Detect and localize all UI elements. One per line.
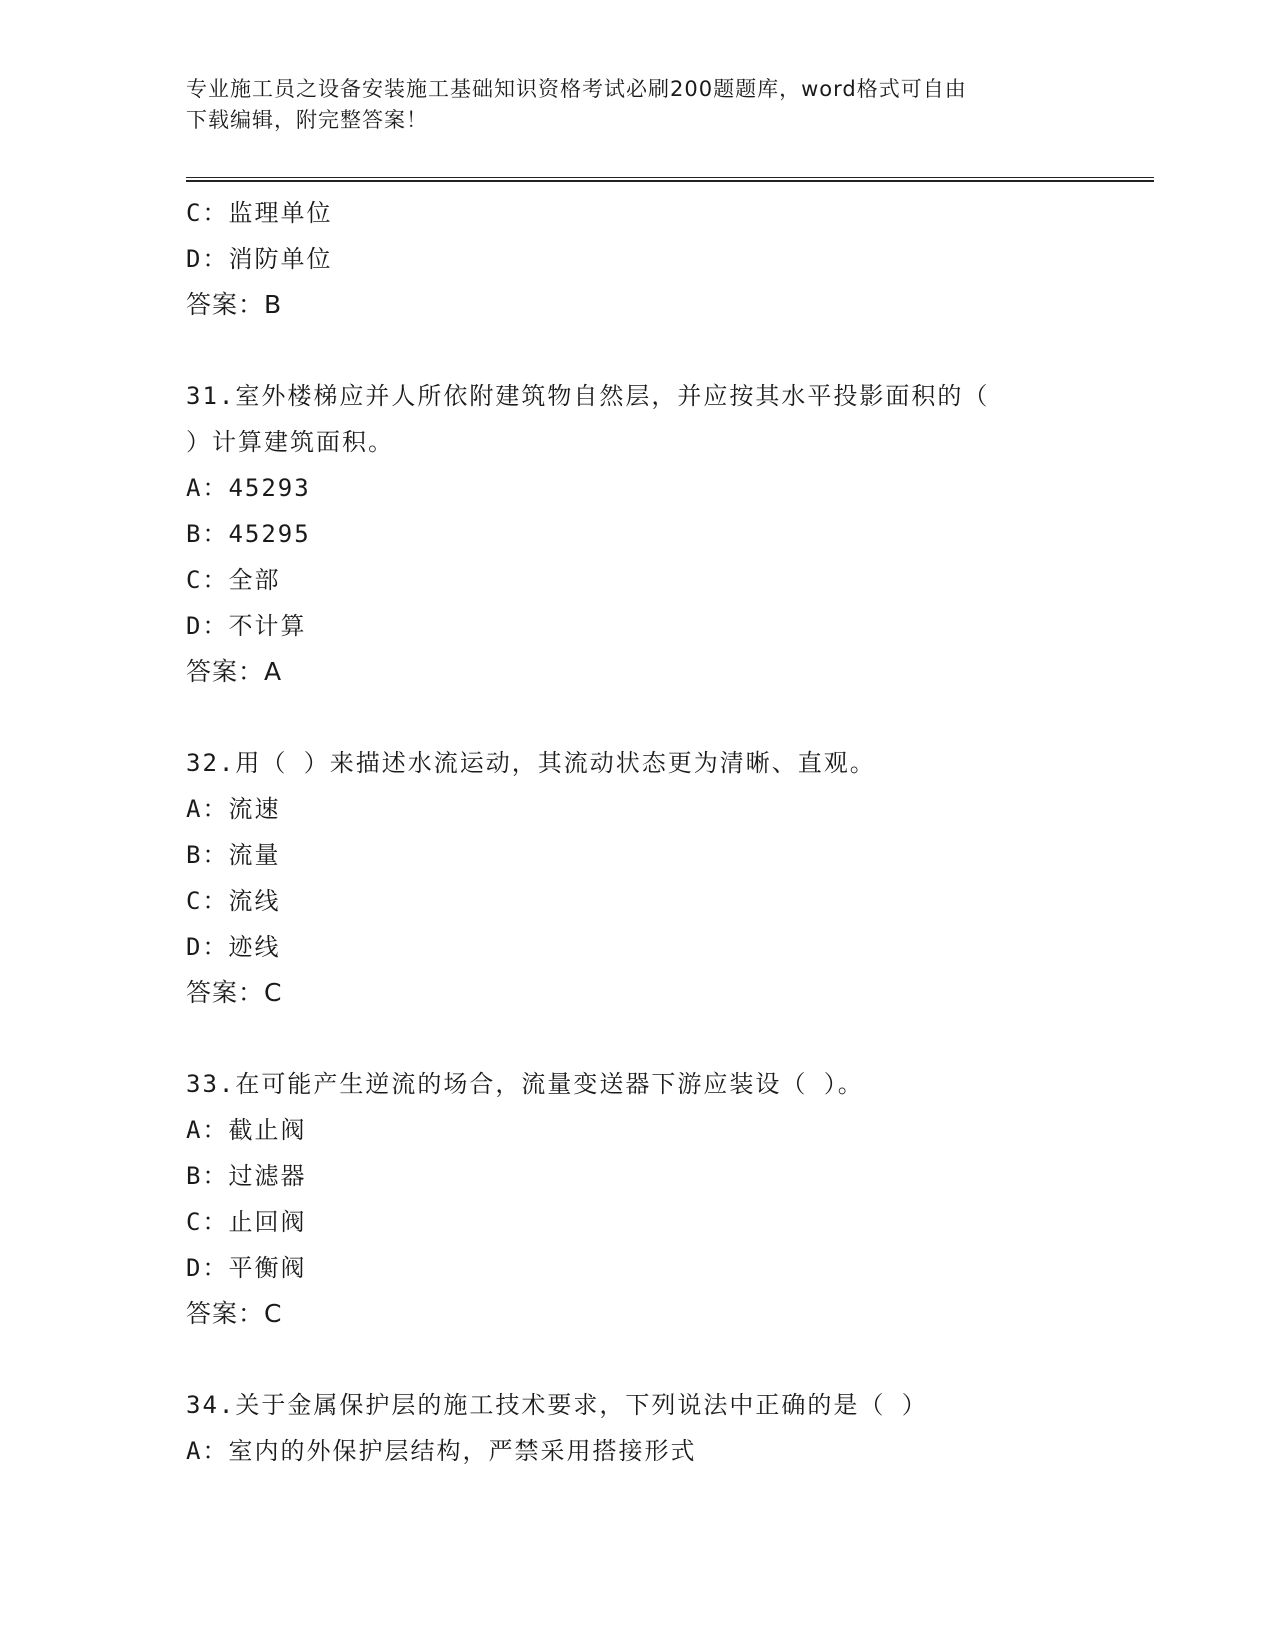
question-stem-continued: ）计算建筑面积。 — [186, 428, 394, 456]
spacer — [186, 695, 1146, 740]
question-content — [186, 190, 1146, 1474]
answer: 答案：B — [186, 290, 283, 319]
answer: 答案：C — [186, 978, 283, 1007]
option-b: B：45295 — [186, 520, 311, 548]
header-title-line-2: 下载编辑，附完整答案！ — [186, 108, 428, 132]
answer: 答案：C — [186, 1299, 283, 1328]
spacer — [186, 1016, 1146, 1061]
option-b: B：过滤器 — [186, 1162, 307, 1190]
option-b: B：流量 — [186, 841, 281, 869]
answer: 答案：A — [186, 657, 283, 686]
option-d: D：平衡阀 — [186, 1254, 307, 1282]
option-c: C：流线 — [186, 887, 281, 915]
spacer — [186, 328, 1146, 373]
option-a: A：截止阀 — [186, 1116, 307, 1144]
option-d: D：迹线 — [186, 933, 281, 961]
question-stem: 34.关于金属保护层的施工技术要求，下列说法中正确的是（ ） — [186, 1391, 928, 1419]
option-a: A：45293 — [186, 474, 311, 502]
option-a: A：室内的外保护层结构，严禁采用搭接形式 — [186, 1437, 697, 1465]
header-divider — [186, 177, 1154, 182]
option-c: C：监理单位 — [186, 199, 333, 227]
header-title-line-1: 专业施工员之设备安装施工基础知识资格考试必刷200题题库，word格式可自由 — [186, 77, 967, 101]
option-c: C：全部 — [186, 566, 281, 594]
option-c: C：止回阀 — [186, 1208, 307, 1236]
question-stem: 32.用（ ）来描述水流运动，其流动状态更为清晰、直观。 — [186, 749, 876, 777]
question-stem: 31.室外楼梯应并人所依附建筑物自然层，并应按其水平投影面积的（ — [186, 382, 990, 410]
question-stem: 33.在可能产生逆流的场合，流量变送器下游应装设（ ）。 — [186, 1070, 864, 1098]
option-d: D：不计算 — [186, 612, 307, 640]
option-a: A：流速 — [186, 795, 281, 823]
option-d: D：消防单位 — [186, 245, 333, 273]
page-header — [186, 74, 1086, 136]
spacer — [186, 1337, 1146, 1382]
